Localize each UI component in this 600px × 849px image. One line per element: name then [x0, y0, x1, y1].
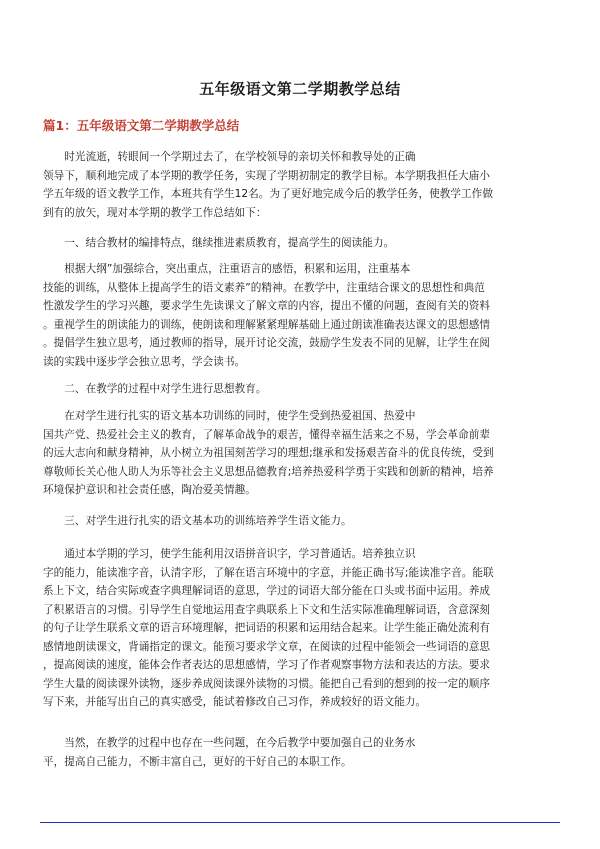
- subheading-1: 一、结合教材的编排特点，继续推进素质教育，提高学生的阅读能力。: [43, 237, 395, 249]
- subheading-2: 二、在教学的过程中对学生进行思想教育。: [43, 383, 267, 395]
- paragraph-3: 通过本学期的学习，使学生能利用汉语拼音识字，学习普通话。培养独立识 字的能力，能读准字音，认清字形，了解在语言环境中的字意，并能正确书写;能读准字音。能联 系上下文，结合实际或查字典理解词语的意思，学过的词语大部分能在口头或书面中运用。养成 了积累语言的习惯。引导学生自觉地运用查字典联系上下文和生活实际准确理解词语，含意深刻 的句子让学生联系文章的语言环境理解，把词语的积累和运用结合起来。让学生能正确处流利有 感情地朗读课文，背诵指定的课文。能预习要求学文章，在阅读的过程中能领会一些词语的意思 ，提高阅读的速度，能体会作者表达的思想感情，学习了作者观察事物方法和表达的方法。要求 学生大量的阅读课外读物，逐步养成阅读课外读物的习惯。能把自己看到的想到的按一定的顺序 写下来，并能写出自己的真实感受，能试着修改自己习作，养成较好的语文能力。: [43, 548, 494, 708]
- subheading-3: 三、对学生进行扎实的语文基本功的训练培养学生语文能力。: [43, 515, 352, 527]
- paragraph-2: 在对学生进行扎实的语文基本功训练的同时，使学生受到热爱祖国、热爱中 国共产党、热爱社会主义的教育，了解革命战争的艰苦，懂得幸福生活来之不易，学会革命前辈 的远大志向和献身精神，从小树立为祖国刻苦学习的理想;继承和发扬艰苦奋斗的优良传统，受到 尊敬师长关心他人助人为乐等社会主义思想品德教育;培养热爱科学勇于实践和创新的精神，培养 环境保护意识和社会责任感，陶冶爱美情趣。: [43, 410, 494, 496]
- section-heading: 篇1：五年级语文第二学期教学总结: [43, 118, 240, 133]
- document-title: 五年级语文第二学期教学总结: [199, 80, 401, 98]
- closing-paragraph: 当然，在教学的过程中也存在一些问题，在今后教学中要加强自己的业务水 平，提高自己能力，不断丰富自己，更好的干好自己的本职工作。: [43, 737, 416, 768]
- footer-divider: [40, 822, 560, 823]
- intro-paragraph: 时光流逝，转眼间一个学期过去了，在学校领导的亲切关怀和教导处的正确 领导下，顺利地完成了本学期的教学任务，实现了学期初制定的教学目标。本学期我担任大庙小 学五年级的语文教学工作，本班共有学生12名。为了更好地完成今后的教学任务，使教学工作做 到有的放矢，现对本学期的教学工作总结如下：: [43, 151, 493, 219]
- paragraph-1: 根据大纲”加强综合，突出重点，注重语言的感悟，积累和运用，注重基本 技能的训练，从整体上提高学生的语文素养”的精神。在教学中，注重结合课文的思想性和典范 性激发学生的学习兴趣，要求学生先读课文了解文章的内容，提出不懂的问题，查阅有关的资料 。重视学生的朗读能力的训练，使朗读和理解紧紧理解基础上通过朗读准确表达课文的思想感情 。提倡学生独立思考，通过教师的指导，展开讨论交流，鼓励学生发表不同的见解，让学生在阅 读的实践中逐步学会独立思考，学会读书。: [43, 263, 491, 368]
